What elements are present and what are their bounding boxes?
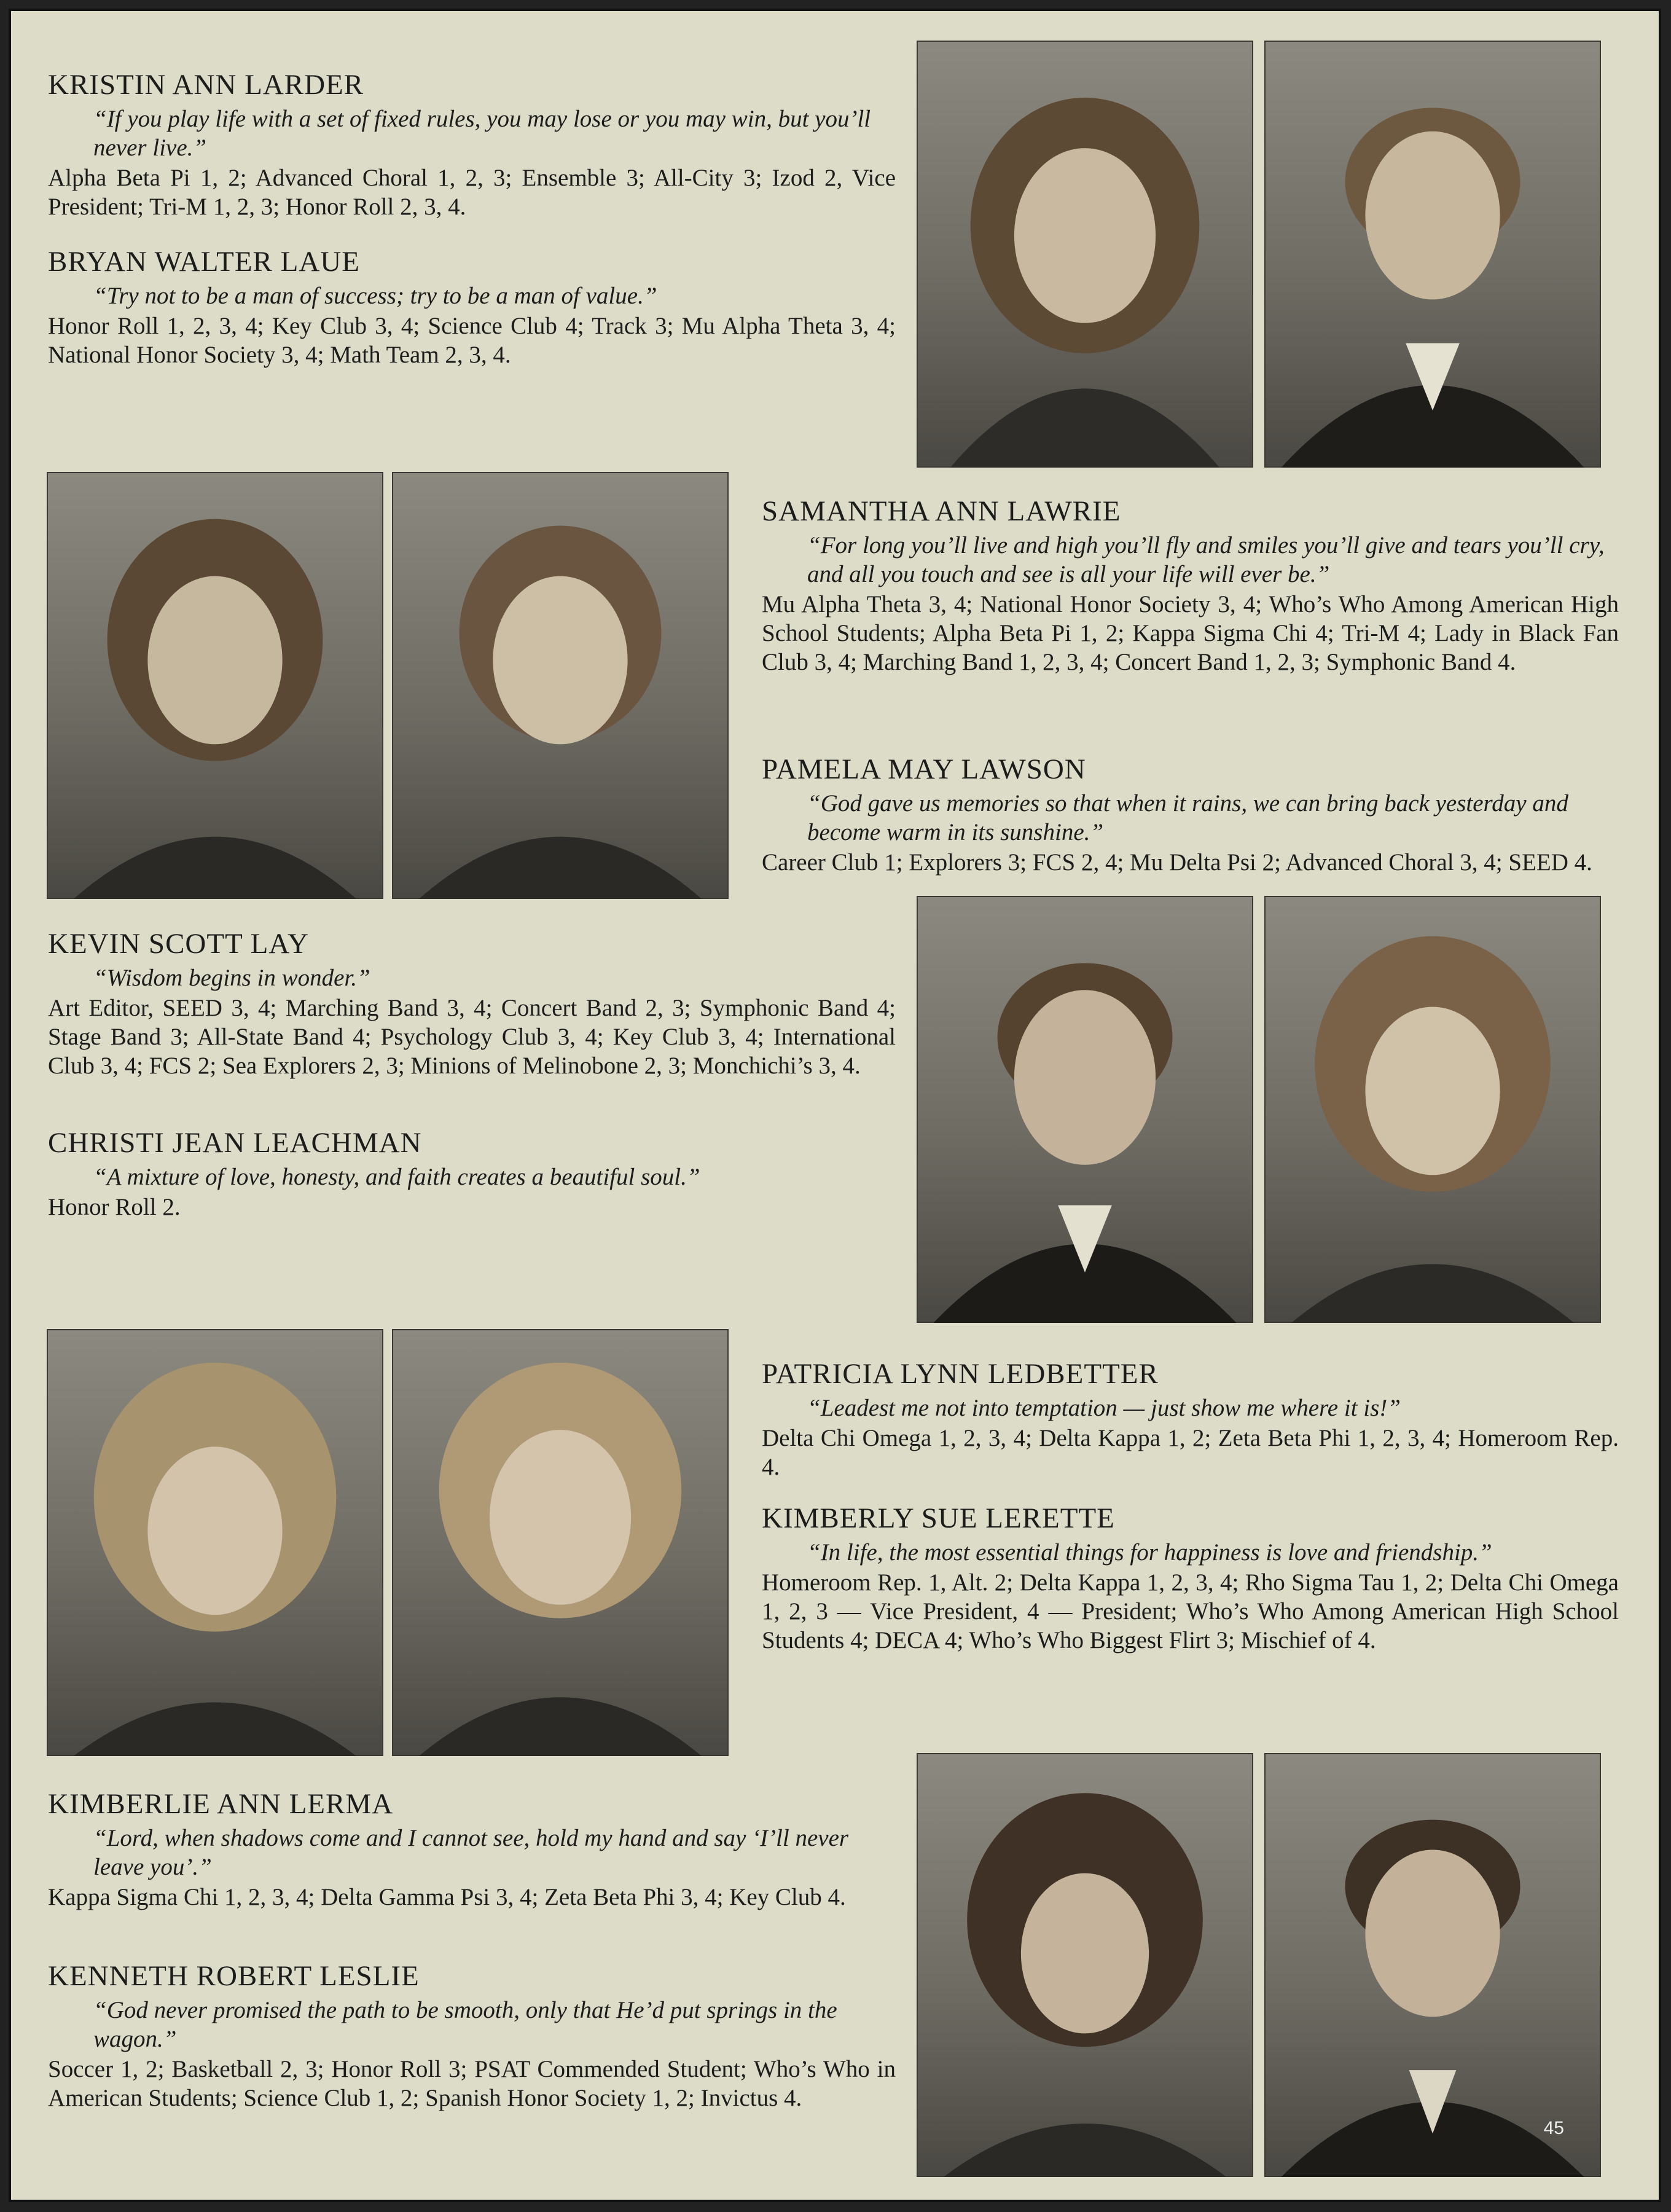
student-name: KIMBERLY SUE LERETTE	[762, 1502, 1115, 1534]
senior-entry	[48, 1959, 896, 2112]
student-name: KRISTIN ANN LARDER	[48, 69, 364, 101]
senior-quote: “God gave us memories so that when it rains, we can bring back yesterday and become warm in its sunshine.”	[807, 790, 1568, 845]
student-name: CHRISTI JEAN LEACHMAN	[48, 1127, 422, 1159]
portrait-photo	[1264, 1753, 1601, 2177]
portrait-photo	[917, 896, 1253, 1323]
portrait-photo	[47, 472, 383, 899]
portrait-photo	[1264, 896, 1601, 1323]
senior-quote: “A mixture of love, honesty, and faith creates a beautiful soul.”	[93, 1164, 700, 1190]
senior-entry	[48, 927, 896, 1080]
senior-quote: “Wisdom begins in wonder.”	[93, 965, 370, 991]
activities-list: Mu Alpha Theta 3, 4; National Honor Society 3, 4; Who’s Who Among American High School Students; Alpha Beta Pi 1, 2; Kappa Sigma Chi 4; Tri-M 4; Lady in Black Fan Club 3, 4; Marching Band 1, 2, 3, 4; Concert Band 1, 2, 3; Symphonic Band 4.	[762, 591, 1619, 675]
student-name: PAMELA MAY LAWSON	[762, 753, 1086, 785]
yearbook-page	[9, 9, 1661, 2202]
portrait-photo	[917, 41, 1253, 468]
student-name: KIMBERLIE ANN LERMA	[48, 1788, 394, 1820]
portrait-photo	[392, 1329, 729, 1756]
senior-entry	[762, 1357, 1619, 1481]
senior-quote: “If you play life with a set of fixed rules, you may lose or you may win, but you’ll never live.”	[93, 106, 871, 161]
senior-entry	[48, 1787, 896, 1912]
activities-list: Career Club 1; Explorers 3; FCS 2, 4; Mu Delta Psi 2; Advanced Choral 3, 4; SEED 4.	[762, 849, 1592, 876]
student-name: PATRICIA LYNN LEDBETTER	[762, 1358, 1159, 1390]
senior-entry	[762, 494, 1619, 677]
student-name: BRYAN WALTER LAUE	[48, 246, 360, 278]
senior-quote: “Leadest me not into temptation — just show me where it is!”	[807, 1395, 1401, 1421]
senior-entry	[48, 245, 896, 369]
senior-entry	[48, 1126, 896, 1222]
activities-list: Homeroom Rep. 1, Alt. 2; Delta Kappa 1, 2, 3, 4; Rho Sigma Tau 1, 2; Delta Chi Omega 1, 2, 3 — Vice President, 4 — President; Who’s Who Among American High School Students 4; DECA 4; Who’s Who Biggest Flirt 3; Mischief of 4.	[762, 1569, 1619, 1653]
senior-entry	[48, 68, 896, 221]
senior-quote: “For long you’ll live and high you’ll fly and smiles you’ll give and tears you’ll cry, and all you touch and see is all your life will ever be.”	[807, 532, 1605, 587]
activities-list: Honor Roll 2.	[48, 1194, 181, 1220]
portrait-photo	[917, 1753, 1253, 2177]
activities-list: Honor Roll 1, 2, 3, 4; Key Club 3, 4; Science Club 4; Track 3; Mu Alpha Theta 3, 4; National Honor Society 3, 4; Math Team 2, 3, 4.	[48, 313, 896, 368]
activities-list: Art Editor, SEED 3, 4; Marching Band 3, 4; Concert Band 2, 3; Symphonic Band 4; Stage Band 3; All-State Band 4; Psychology Club 3, 4; Key Club 3, 4; International Club 3, 4; FCS 2; Sea Explorers 2, 3; Minions of Melinobone 2, 3; Monchichi’s 3, 4.	[48, 995, 896, 1079]
senior-entry	[762, 1501, 1619, 1655]
activities-list: Soccer 1, 2; Basketball 2, 3; Honor Roll 3; PSAT Commended Student; Who’s Who in American Students; Science Club 1, 2; Spanish Honor Society 1, 2; Invictus 4.	[48, 2056, 896, 2111]
student-name: SAMANTHA ANN LAWRIE	[762, 495, 1121, 527]
portrait-photo	[47, 1329, 383, 1756]
activities-list: Alpha Beta Pi 1, 2; Advanced Choral 1, 2, 3; Ensemble 3; All-City 3; Izod 2, Vice President; Tri-M 1, 2, 3; Honor Roll 2, 3, 4.	[48, 165, 896, 220]
student-name: KEVIN SCOTT LAY	[48, 928, 309, 960]
senior-quote: “Try not to be a man of success; try to be a man of value.”	[93, 283, 657, 309]
senior-quote: “Lord, when shadows come and I cannot see, hold my hand and say ‘I’ll never leave you’.”	[93, 1825, 849, 1880]
portrait-photo	[392, 472, 729, 899]
activities-list: Kappa Sigma Chi 1, 2, 3, 4; Delta Gamma Psi 3, 4; Zeta Beta Phi 3, 4; Key Club 4.	[48, 1884, 846, 1910]
senior-quote: “God never promised the path to be smooth, only that He’d put springs in the wagon.”	[93, 1997, 837, 2052]
activities-list: Delta Chi Omega 1, 2, 3, 4; Delta Kappa 1, 2; Zeta Beta Phi 1, 2, 3, 4; Homeroom Rep. 4.	[762, 1425, 1619, 1480]
senior-entry	[762, 752, 1619, 877]
portrait-photo	[1264, 41, 1601, 468]
student-name: KENNETH ROBERT LESLIE	[48, 1960, 420, 1992]
senior-quote: “In life, the most essential things for happiness is love and friendship.”	[807, 1539, 1492, 1566]
page-number: 45	[1543, 2118, 1564, 2138]
